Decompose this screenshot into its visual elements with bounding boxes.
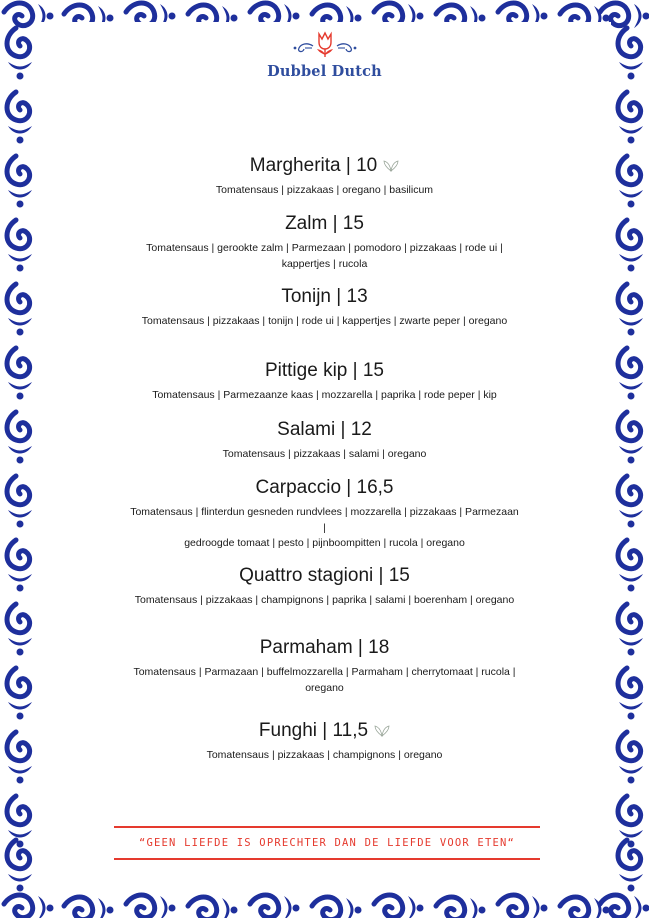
tulip-logo-icon (275, 30, 375, 58)
menu-item-description: Tomatensaus | pizzakaas | salami | oregano (222, 448, 427, 460)
vegetarian-leaf-icon (383, 160, 399, 172)
menu-item-title: Zalm | 15 (285, 213, 364, 234)
menu-item-funghi (38, 719, 611, 764)
menu-item-title: Tonijn | 13 (281, 286, 368, 307)
vegetarian-leaf-icon (374, 725, 390, 737)
menu-item-title: Quattro stagioni | 15 (239, 565, 410, 586)
menu-item-tonijn (38, 285, 611, 330)
quote-banner (114, 826, 540, 860)
menu-item-description: Tomatensaus | gerookte zalm | Parmezaan | pomodoro | pizzakaas | rode ui | kappertjes | rucola (146, 242, 503, 270)
menu-item-zalm (38, 212, 611, 272)
menu-item-margherita (38, 154, 611, 199)
menu-item-title: Pittige kip | 15 (264, 360, 384, 381)
menu-item-description-line-2: gedroogde tomaat | pesto | pijnboompitten | rucola | oregano (184, 537, 465, 549)
menu-item-description: Tomatensaus | pizzakaas | champignons | paprika | salami | boerenham | oregano (134, 594, 515, 606)
menu-item-description: Tomatensaus | pizzakaas | tonijn | rode ui | kappertjes | zwarte peper | oregano (141, 315, 508, 327)
menu-item-description: Tomatensaus | Parmezaanze kaas | mozzarella | paprika | rode peper | kip (152, 389, 497, 401)
menu-item-description: Tomatensaus | pizzakaas | champignons | oregano (206, 749, 443, 761)
menu-item-quattro-stagioni (38, 564, 611, 609)
logo (38, 30, 611, 80)
brand-name: Dubbel Dutch (267, 63, 382, 80)
menu-item-description: Tomatensaus | Parmazaan | buffelmozzarella | Parmaham | cherrytomaat | rucola | oregano (133, 666, 516, 694)
menu-item-description: Tomatensaus | flinterdun gesneden rundvlees | mozzarella | pizzakaas | Parmezaan | (130, 506, 519, 534)
menu-item-salami (38, 418, 611, 463)
menu-item-description: Tomatensaus | pizzakaas | oregano | basilicum (215, 184, 434, 196)
quote-text: “GEEN LIEFDE IS OPRECHTER DAN DE LIEFDE VOOR ETEN“ (138, 837, 516, 849)
menu-item-title: Salami | 12 (277, 419, 372, 440)
menu-item-carpaccio (38, 476, 611, 552)
menu-item-title: Carpaccio | 16,5 (255, 477, 394, 498)
menu-item-parmaham (38, 636, 611, 696)
menu-item-pittige-kip (38, 359, 611, 404)
menu-item-title: Funghi | 11,5 (38, 719, 611, 743)
menu-item-title: Margherita | 10 (38, 154, 611, 178)
menu-item-title: Parmaham | 18 (259, 637, 390, 658)
menu-page (38, 22, 611, 890)
